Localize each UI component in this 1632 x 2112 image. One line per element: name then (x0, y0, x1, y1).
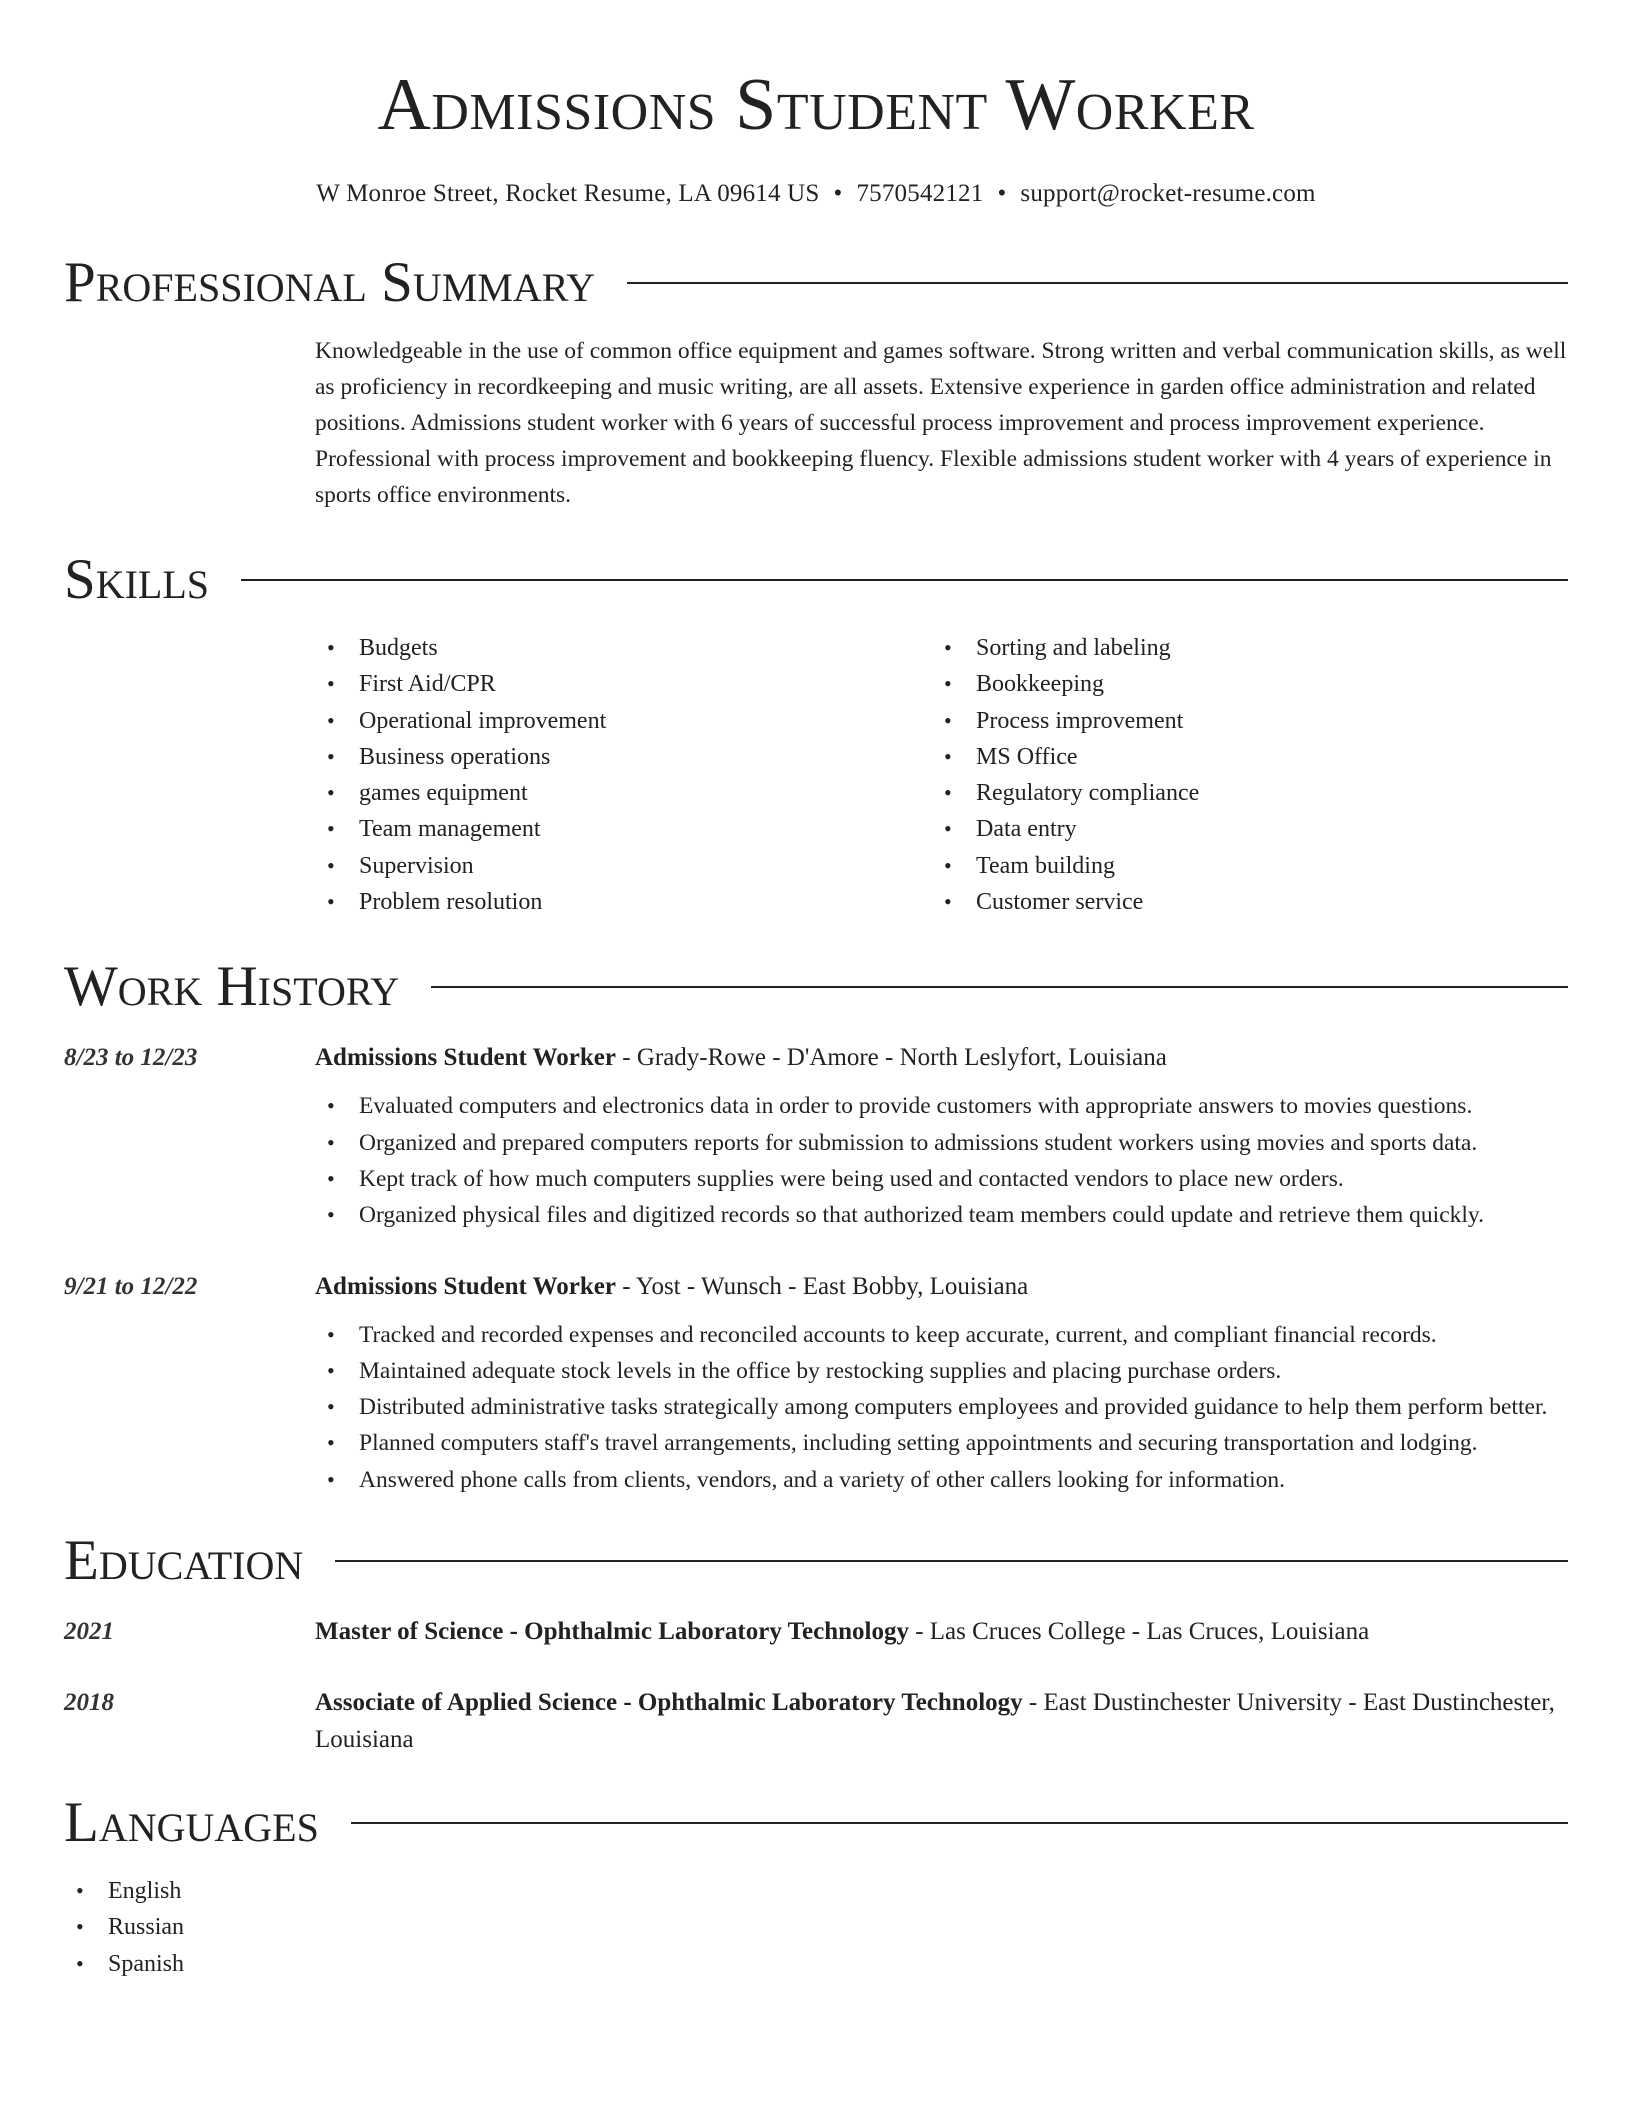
contact-separator: • (997, 180, 1007, 207)
skill-item: • Bookkeeping (932, 666, 1549, 702)
languages-section-title: Languages (64, 1791, 319, 1855)
contact-line (64, 180, 1568, 208)
skill-item: • MS Office (932, 739, 1549, 775)
job-bullet: • Maintained adequate stock levels in the office by restocking supplies and placing purchase orders. (315, 1353, 1568, 1389)
education-entry (64, 1613, 1568, 1650)
skill-item: • Sorting and labeling (932, 630, 1549, 666)
skill-item: • Supervision (315, 848, 932, 884)
skill-item: • Customer service (932, 884, 1549, 920)
candidate-name: Admissions Student Worker (377, 64, 1255, 146)
work-section-title: Work History (64, 955, 400, 1019)
education-year: 2018 (64, 1689, 114, 1717)
job-body (315, 1268, 1568, 1498)
section-divider (351, 1822, 1568, 1824)
job-bullet: • Kept track of how much computers supplies were being used and contacted vendors to place new orders. (315, 1161, 1568, 1197)
job-entry (64, 1039, 1568, 1233)
education-entry (64, 1684, 1568, 1758)
skill-item: • games equipment (315, 775, 932, 811)
education-degree: Associate of Applied Science - Ophthalmic Laboratory Technology (315, 1689, 1023, 1717)
job-role: Admissions Student Worker (315, 1272, 616, 1300)
job-dates: 9/21 to 12/22 (64, 1272, 198, 1300)
section-divider (335, 1560, 1568, 1562)
education-section-title: Education (64, 1529, 304, 1593)
languages-section-header (64, 1791, 1568, 1855)
contact-email: support@rocket-resume.com (1020, 180, 1316, 207)
education-list (64, 1613, 1568, 1758)
education-degree: Master of Science - Ophthalmic Laboratory Technology (315, 1618, 909, 1646)
job-employer: - Grady-Rowe - D'Amore - North Leslyfort, Louisiana (616, 1044, 1167, 1072)
job-bullet: • Organized and prepared computers reports for submission to admissions student workers using movies and sports data. (315, 1125, 1568, 1161)
section-divider (241, 579, 1568, 581)
language-item: • English (64, 1873, 1568, 1909)
skills-column-left (315, 630, 932, 920)
language-item: • Spanish (64, 1946, 1568, 1982)
skills-section-title: Skills (64, 548, 210, 611)
summary-text: Knowledgeable in the use of common office equipment and games software. Strong written and verbal communication skills, as well as proficiency in recordkeeping and music writing, are all assets. Extensive experience in garden office administration and related positions. Admissions student worker with 6 years of successful process improvement and process improvement experience. Professional with process improvement and bookkeeping fluency. Flexible admissions student worker with 4 years of experience in sports office environments. (315, 338, 1567, 508)
work-section-header (64, 955, 1568, 1019)
contact-phone: 7570542121 (856, 180, 984, 207)
education-heading (315, 1613, 1568, 1650)
job-heading (315, 1268, 1568, 1305)
job-body (315, 1039, 1568, 1233)
job-bullet: • Answered phone calls from clients, vendors, and a variety of other callers looking for information. (315, 1462, 1568, 1498)
summary-section-header (64, 251, 1568, 314)
education-school: - Las Cruces College - Las Cruces, Louisiana (908, 1618, 1370, 1646)
education-year: 2021 (64, 1618, 114, 1646)
job-bullets (315, 1088, 1568, 1233)
contact-separator: • (833, 180, 843, 207)
job-employer: - Yost - Wunsch - East Bobby, Louisiana (616, 1272, 1029, 1300)
education-school: - East Dustinchester University - East Dustinchester, Louisiana (315, 1689, 1555, 1754)
job-bullet: • Evaluated computers and electronics data in order to provide customers with appropriate answers to movies questions. (315, 1088, 1568, 1124)
language-item: • Russian (64, 1909, 1568, 1945)
skills-column-right (932, 630, 1549, 920)
skill-item: • Budgets (315, 630, 932, 666)
skills-section-header (64, 548, 1568, 611)
contact-address: W Monroe Street, Rocket Resume, LA 09614 US (316, 180, 820, 207)
job-role: Admissions Student Worker (315, 1044, 616, 1072)
job-bullet: • Organized physical files and digitized records so that authorized team members could update and retrieve them quickly. (315, 1197, 1568, 1233)
job-dates: 8/23 to 12/23 (64, 1044, 198, 1072)
skill-item: • Business operations (315, 739, 932, 775)
skill-item: • Data entry (932, 811, 1549, 847)
job-bullet: • Planned computers staff's travel arrangements, including setting appointments and securing transportation and lodging. (315, 1425, 1568, 1461)
skill-item: • Problem resolution (315, 884, 932, 920)
skill-item: • Regulatory compliance (932, 775, 1549, 811)
languages-list (64, 1873, 1568, 1982)
skills-list (315, 630, 1568, 920)
job-bullets (315, 1317, 1568, 1498)
skill-item: • First Aid/CPR (315, 666, 932, 702)
education-section-header (64, 1529, 1568, 1593)
section-divider (431, 986, 1568, 988)
skill-item: • Team management (315, 811, 932, 847)
job-bullet: • Distributed administrative tasks strategically among computers employees and provided guidance to help them perform better. (315, 1389, 1568, 1425)
skill-item: • Operational improvement (315, 703, 932, 739)
skill-item: • Team building (932, 848, 1549, 884)
summary-section-title: Professional Summary (64, 251, 596, 314)
skill-item: • Process improvement (932, 703, 1549, 739)
education-heading (315, 1684, 1568, 1758)
section-divider (627, 282, 1568, 284)
job-entry (64, 1268, 1568, 1498)
job-bullet: • Tracked and recorded expenses and reconciled accounts to keep accurate, current, and compliant financial records. (315, 1317, 1568, 1353)
job-heading (315, 1039, 1568, 1076)
work-history-list (64, 1039, 1568, 1498)
